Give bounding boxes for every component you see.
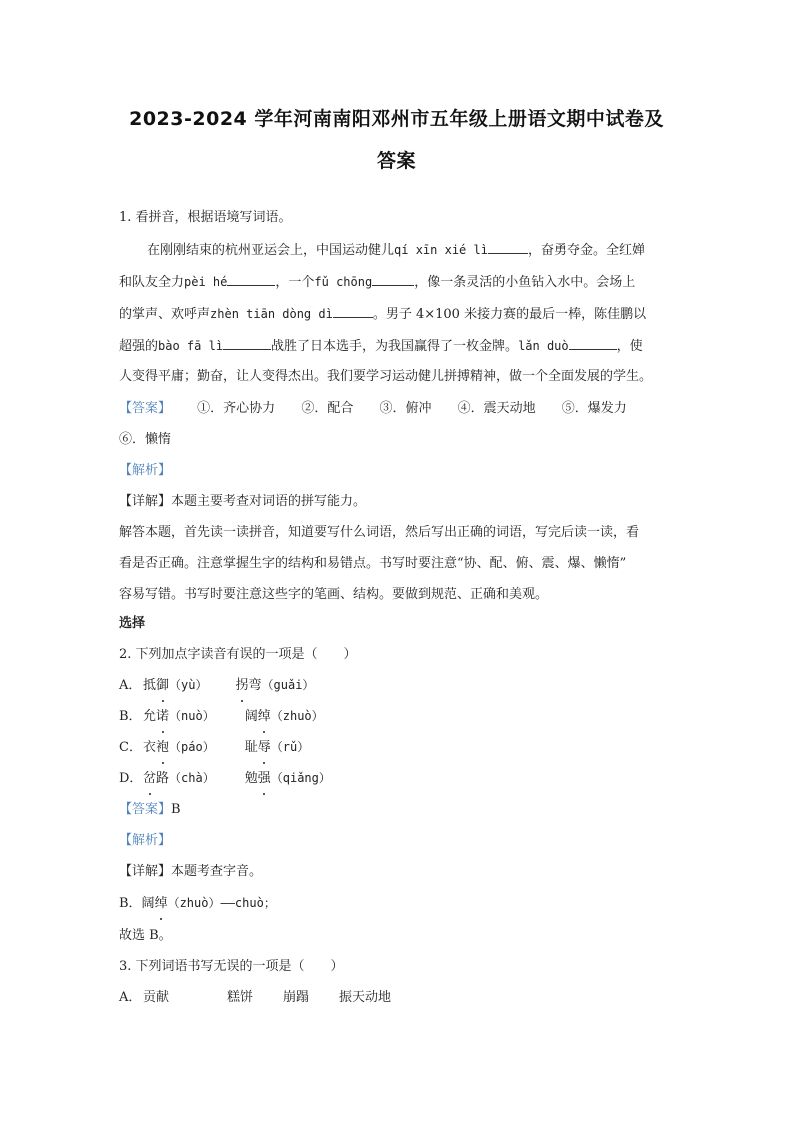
pinyin: （zhuò）——chuò； bbox=[167, 896, 276, 910]
text: 战胜了日本选手，为我国赢得了一枚金牌。 bbox=[271, 339, 519, 354]
q1-answer-row2 bbox=[119, 430, 679, 450]
q1-passage-line3 bbox=[119, 303, 679, 325]
q3-heading: 3. 下列词语书写无误的一项是（ ） bbox=[119, 959, 344, 974]
pinyin-prompt: fǔ chōng bbox=[314, 275, 373, 289]
dotted-char: 袍 bbox=[156, 738, 169, 758]
answer-item: ④．震天动地 bbox=[457, 401, 536, 416]
dotted-char: 绰 bbox=[258, 707, 271, 727]
answer-blank bbox=[488, 239, 528, 254]
text: 路 bbox=[156, 771, 170, 786]
q1-heading: 1. 看拼音，根据语境写词语。 bbox=[119, 210, 292, 225]
answer-item: ③．俯冲 bbox=[379, 401, 432, 416]
text: ，使 bbox=[616, 339, 643, 354]
pinyin-prompt: qí xīn xié lì bbox=[394, 243, 488, 257]
option-letter: B． bbox=[119, 709, 142, 724]
word: 糕饼 bbox=[227, 990, 254, 1005]
answer-blank bbox=[372, 271, 414, 286]
dotted-char: 辱 bbox=[258, 738, 271, 758]
detail-label: 【详解】 bbox=[119, 494, 172, 509]
document-title-line1: 2023-2024 学年河南南阳邓州市五年级上册语文期中试卷及 bbox=[129, 108, 664, 130]
answer-value: B bbox=[171, 802, 181, 817]
text: B．阔 bbox=[119, 896, 155, 911]
answer-blank bbox=[227, 271, 275, 286]
dotted-char: 绰 bbox=[155, 894, 168, 914]
text: 超强的 bbox=[119, 339, 159, 354]
text: ，像一条灵活的小鱼钻入水中。会场上 bbox=[414, 275, 636, 290]
pinyin-prompt: lǎn duò bbox=[518, 339, 569, 353]
answer-blank bbox=[569, 335, 617, 350]
section-heading-choice: 选择 bbox=[119, 616, 146, 631]
pinyin: （guǎi） bbox=[261, 678, 315, 692]
q2-conclusion: 故选 B。 bbox=[119, 928, 172, 943]
q1-explain-line2: 看是否正确。注意掌握生字的结构和易错点。书写时要注意“协、配、俯、震、爆、懒惰” bbox=[119, 556, 627, 571]
q1-answer-row bbox=[119, 399, 679, 419]
pinyin-prompt: zhèn tiān dòng dì bbox=[210, 307, 333, 321]
document-title-line2: 答案 bbox=[376, 150, 416, 172]
answer-item: ②．配合 bbox=[301, 401, 354, 416]
option-letter: C． bbox=[119, 740, 142, 755]
option-letter: A． bbox=[119, 678, 142, 693]
q1-explain-line3: 容易写错。书写时要注意这些字的笔画、结构。要做到规范、正确和美观。 bbox=[119, 587, 549, 602]
pinyin: （rǔ） bbox=[270, 740, 310, 754]
text: ，一个 bbox=[275, 275, 315, 290]
word: 贡献 bbox=[143, 990, 170, 1005]
text: ，奋勇夺金。全红婵 bbox=[527, 243, 645, 258]
text: 衣 bbox=[143, 740, 157, 755]
q1-passage-line5: 人变得平庸；勤奋，让人变得杰出。我们要学习运动健儿拼搏精神，做一个全面发展的学生。 bbox=[119, 369, 653, 384]
text: 弯 bbox=[248, 678, 262, 693]
text: 在刚刚结束的杭州亚运会上，中国运动健儿 bbox=[147, 243, 395, 258]
answer-label: 【答案】 bbox=[119, 802, 172, 817]
pinyin: （yù） bbox=[169, 678, 208, 692]
option-letter: A． bbox=[119, 990, 142, 1005]
text: 。男子 4×100 米接力赛的最后一棒，陈佳鹏以 bbox=[372, 307, 647, 322]
q2-option-a bbox=[119, 675, 679, 696]
text: 抵 bbox=[143, 678, 157, 693]
text: 阔 bbox=[244, 709, 258, 724]
pinyin: （zhuò） bbox=[270, 709, 324, 723]
answer-item: ⑤．爆发力 bbox=[561, 401, 627, 416]
q2-correction bbox=[119, 893, 679, 914]
q2-option-c bbox=[119, 737, 679, 758]
q1-passage-line4 bbox=[119, 335, 679, 357]
q2-option-d bbox=[119, 768, 679, 789]
pinyin: （chà） bbox=[169, 771, 215, 785]
word: 振天动地 bbox=[339, 990, 392, 1005]
pinyin: （nuò） bbox=[169, 709, 215, 723]
text: 的掌声、欢呼声 bbox=[119, 307, 211, 322]
q1-passage-line1 bbox=[147, 239, 679, 261]
q1-analysis-label: 【解析】 bbox=[119, 463, 172, 478]
q1-passage-line2 bbox=[119, 271, 679, 293]
text: 允 bbox=[143, 709, 157, 724]
detail-text: 本题主要考查对词语的拼写能力。 bbox=[171, 494, 367, 509]
q2-detail bbox=[119, 862, 679, 882]
q3-option-a bbox=[119, 988, 679, 1008]
dotted-char: 强 bbox=[258, 769, 271, 789]
pinyin: （qiǎng） bbox=[270, 771, 331, 785]
text: 和队友全力 bbox=[119, 275, 185, 290]
detail-label: 【详解】 bbox=[119, 864, 172, 879]
answer-label: 【答案】 bbox=[119, 401, 172, 416]
text: 耻 bbox=[244, 740, 258, 755]
dotted-char: 诺 bbox=[156, 707, 169, 727]
answer-blank bbox=[333, 303, 373, 318]
answer-item: ⑥．懒惰 bbox=[119, 432, 172, 447]
dotted-char: 御 bbox=[156, 676, 169, 696]
dotted-char: 拐 bbox=[235, 676, 248, 696]
detail-text: 本题考查字音。 bbox=[171, 864, 263, 879]
answer-item: ①．齐心协力 bbox=[197, 401, 276, 416]
q2-heading: 2. 下列加点字读音有误的一项是（ ） bbox=[119, 647, 357, 662]
q2-option-b bbox=[119, 706, 679, 727]
option-letter: D． bbox=[119, 771, 143, 786]
q1-explain-line1: 解答本题，首先读一读拼音，知道要写什么词语，然后写出正确的词语，写完后读一读，看 bbox=[119, 525, 640, 540]
answer-blank bbox=[223, 335, 271, 350]
dotted-char: 岔 bbox=[143, 769, 156, 789]
text: 勉 bbox=[244, 771, 258, 786]
q1-detail bbox=[119, 492, 679, 512]
pinyin: （páo） bbox=[169, 740, 215, 754]
pinyin-prompt: bào fā lì bbox=[158, 339, 224, 353]
q2-answer bbox=[119, 800, 679, 820]
q2-analysis-label: 【解析】 bbox=[119, 833, 172, 848]
word: 崩蹋 bbox=[283, 990, 310, 1005]
pinyin-prompt: pèi hé bbox=[184, 275, 228, 289]
